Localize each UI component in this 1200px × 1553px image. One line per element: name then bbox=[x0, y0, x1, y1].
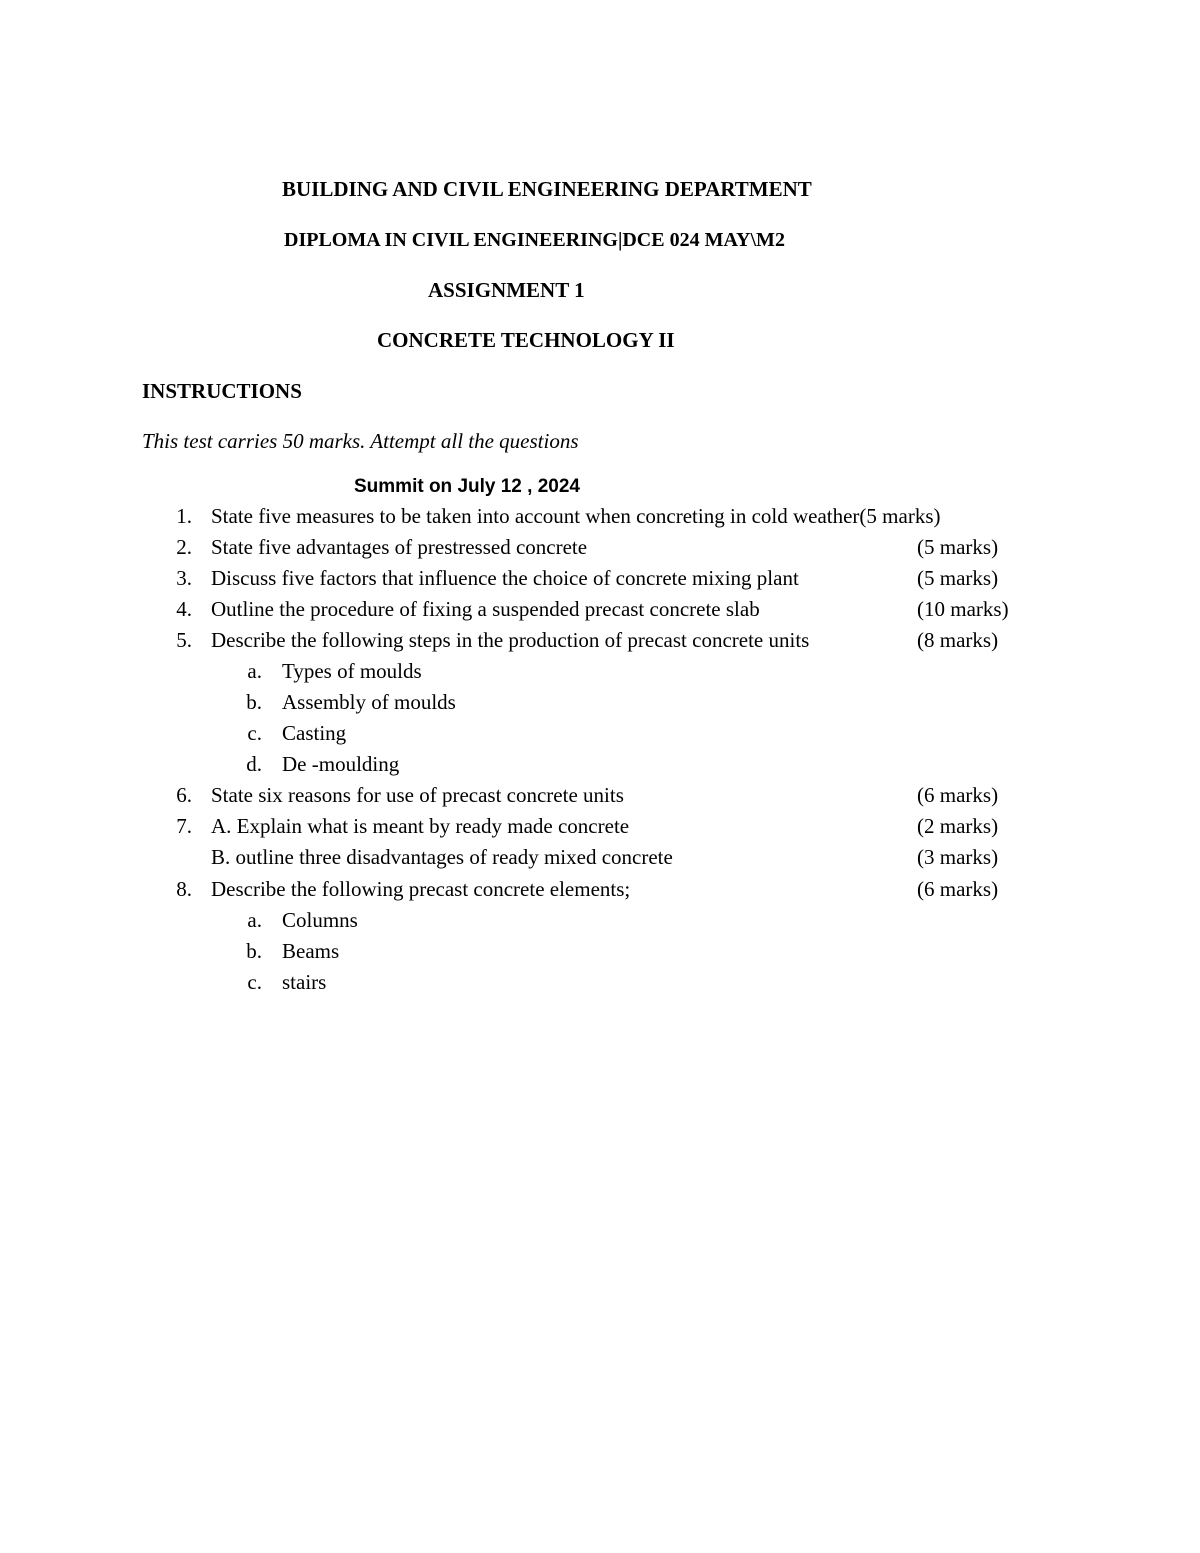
subitem-text: Types of moulds bbox=[282, 659, 422, 683]
question-marks: (8 marks) bbox=[917, 628, 999, 652]
question-number: 2. bbox=[176, 535, 192, 559]
assignment-heading: ASSIGNMENT 1 bbox=[428, 278, 585, 302]
question-marks: (5 marks) bbox=[917, 535, 999, 559]
course-heading: CONCRETE TECHNOLOGY II bbox=[377, 328, 675, 352]
question-text: A. Explain what is meant by ready made concrete bbox=[211, 814, 630, 838]
subitem-letter: c. bbox=[247, 970, 262, 994]
question-marks: (5 marks) bbox=[917, 566, 999, 590]
question-number: 5. bbox=[176, 628, 192, 652]
question-marks: (6 marks) bbox=[917, 783, 999, 807]
question-number: 1. bbox=[176, 504, 192, 528]
question-text: Describe the following steps in the production of precast concrete units bbox=[211, 628, 810, 652]
subitem-text: Columns bbox=[282, 908, 358, 932]
deadline-text: Summit on July 12 , 2024 bbox=[354, 476, 580, 497]
question-text: Outline the procedure of fixing a suspended precast concrete slab bbox=[211, 597, 760, 621]
question-continuation-marks: (3 marks) bbox=[917, 845, 999, 869]
question-text: State five measures to be taken into account when concreting in cold weather(5 marks) bbox=[211, 504, 941, 528]
question-continuation-text: B. outline three disadvantages of ready mixed concrete bbox=[211, 845, 673, 869]
question-number: 3. bbox=[176, 566, 192, 590]
question-number: 8. bbox=[176, 877, 192, 901]
question-number: 6. bbox=[176, 783, 192, 807]
subitem-letter: b. bbox=[246, 690, 262, 714]
subitem-text: De -moulding bbox=[282, 752, 400, 776]
subitem-letter: a. bbox=[247, 908, 262, 932]
question-marks: (10 marks) bbox=[917, 597, 1009, 621]
subitem-letter: d. bbox=[246, 752, 262, 776]
question-number: 4. bbox=[176, 597, 192, 621]
programme-heading: DIPLOMA IN CIVIL ENGINEERING|DCE 024 MAY\M2 bbox=[284, 229, 785, 251]
subitem-letter: b. bbox=[246, 939, 262, 963]
department-heading: BUILDING AND CIVIL ENGINEERING DEPARTMENT bbox=[282, 177, 812, 201]
question-text: Describe the following precast concrete elements; bbox=[211, 877, 631, 901]
question-text: State five advantages of prestressed concrete bbox=[211, 535, 588, 559]
subitem-letter: c. bbox=[247, 721, 262, 745]
question-text: Discuss five factors that influence the choice of concrete mixing plant bbox=[211, 566, 799, 590]
question-marks: (2 marks) bbox=[917, 814, 999, 838]
subitem-text: Casting bbox=[282, 721, 347, 745]
question-text: State six reasons for use of precast concrete units bbox=[211, 783, 624, 807]
instructions-text: This test carries 50 marks. Attempt all the questions bbox=[142, 429, 579, 453]
subitem-text: Beams bbox=[282, 939, 340, 963]
subitem-letter: a. bbox=[247, 659, 262, 683]
question-number: 7. bbox=[176, 814, 192, 838]
question-marks: (6 marks) bbox=[917, 877, 999, 901]
subitem-text: Assembly of moulds bbox=[282, 690, 456, 714]
subitem-text: stairs bbox=[282, 970, 327, 994]
instructions-heading: INSTRUCTIONS bbox=[142, 379, 302, 403]
